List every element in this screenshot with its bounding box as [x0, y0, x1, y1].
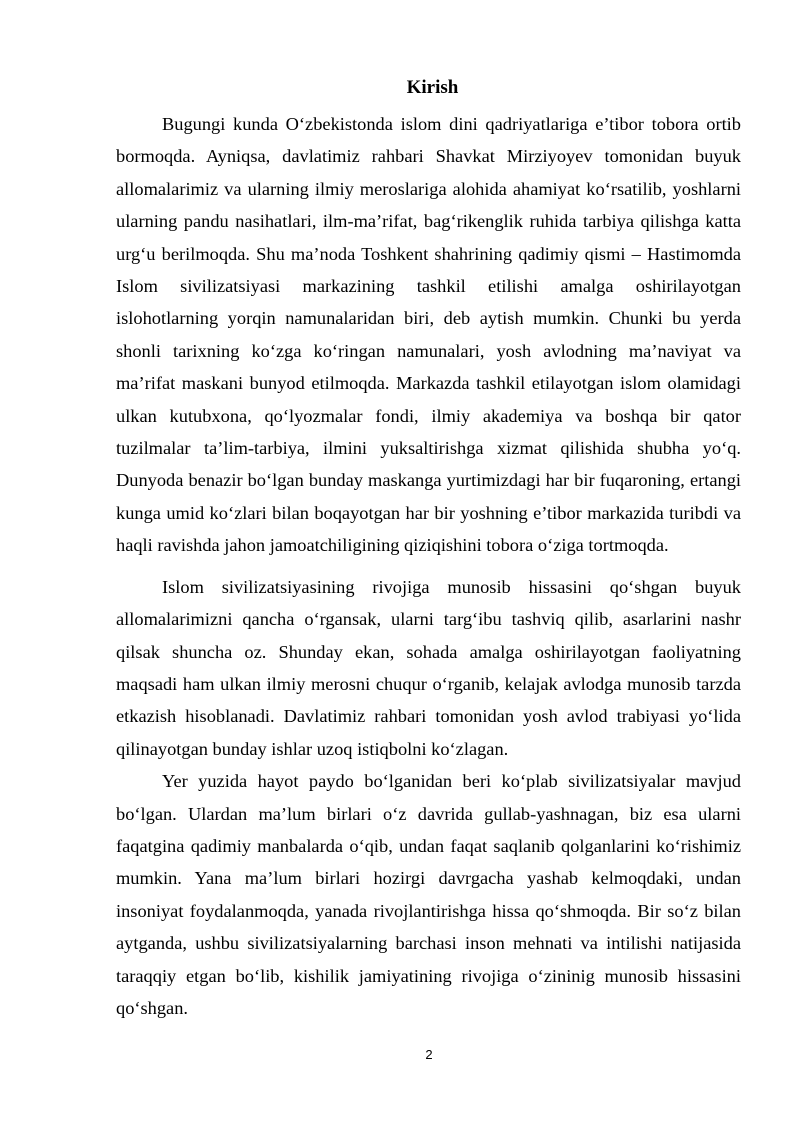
page-content [116, 74, 741, 1024]
section-title: Kirish [406, 77, 459, 98]
paragraph-civilizations: Yer yuzida hayot paydo bo‘lganidan beri ko‘plab sivilizatsiyalar mavjud bo‘lgan. Ulardan ma’lum birlari o‘z davrida gullab-yashnagan, biz esa ularni faqatgina qadimiy manbalarda o‘qib, undan faqat saqlanib qolganlarini ko‘rishimiz mumkin. Yana ma’lum birlari hozirgi davrgacha yashab kelmoqdaki, undan insoniyat foydalanmoqda, yanada rivojlantirishga hissa qo‘shmoqda. Bir so‘z bilan aytganda, ushbu sivilizatsiyalarning barchasi inson mehnati va intilishi natijasida taraqqiy etgan bo‘lib, kishilik jamiyatining rivojiga o‘zininig munosib hissasini qo‘shgan. [116, 771, 741, 1018]
paragraph-scholars: Islom sivilizatsiyasining rivojiga munosib hissasini qo‘shgan buyuk allomalarimizni qancha o‘rgansak, ularni targ‘ibu tashviq qilib, asarlarini nashr qilsak shuncha oz. Shunday ekan, sohada amalga oshirilayotgan faoliyatning maqsadi ham ulkan ilmiy merosni chuqur o‘rganib, kelajak avlodga munosib tarzda etkazish hisoblanadi. Davlatimiz rahbari tomonidan yosh avlod trabiyasi yo‘lida qilinayotgan bunday ishlar uzoq istiqbolni ko‘zlagan. [116, 576, 741, 759]
page-number: 2 [425, 1047, 433, 1062]
paragraph-introduction: Bugungi kunda O‘zbekistonda islom dini qadriyatlariga e’tibor tobora ortib bormoqda. Ayniqsa, davlatimiz rahbari Shavkat Mirziyoyev tomonidan buyuk allomalarimiz va ularning ilmiy meroslariga alohida ahamiyat ko‘rsatilib, yoshlarni ularning pandu nasihatlari, ilm-ma’rifat, bag‘rikenglik ruhida tarbiya qilishga katta urg‘u berilmoqda. Shu ma’noda Toshkent shahrining qadimiy qismi – Hastimomda Islom sivilizatsiyasi markazining tashkil etilishi amalga oshirilayotgan islohotlarning yorqin namunalaridan biri, deb aytish mumkin. Chunki bu yerda shonli tarixning ko‘zga ko‘ringan namunalari, yosh avlodning ma’naviyat va ma’rifat maskani bunyod etilmoqda. Markazda tashkil etilayotgan islom olamidagi ulkan kutubxona, qo‘lyozmalar fondi, ilmiy akademiya va boshqa bir qator tuzilmalar ta’lim-tarbiya, ilmini yuksaltirishga xizmat qilishida shubha yo‘q. Dunyoda benazir bo‘lgan bunday maskanga yurtimizdagi har bir fuqaroning, ertangi kunga umid ko‘zlari bilan boqayotgan har bir yoshning e’tibor markazida turibdi va haqli ravishda jahon jamoatchiligining qiziqishini tobora o‘ziga tortmoqda. [116, 114, 741, 556]
